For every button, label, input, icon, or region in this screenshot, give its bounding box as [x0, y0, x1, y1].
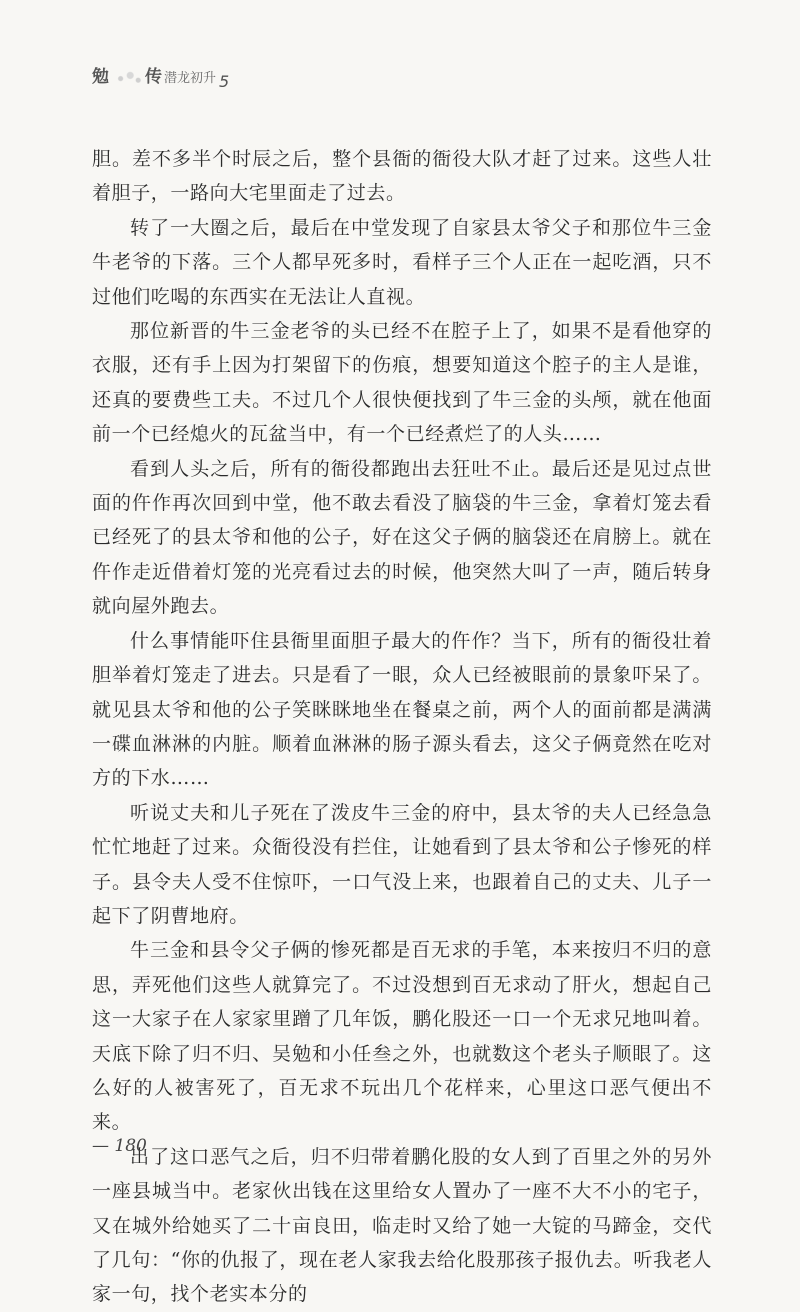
header-title-char-2: 传 — [145, 67, 162, 87]
header-subtitle: 潜龙初升 — [164, 71, 217, 86]
paragraph-2: 转了一大圈之后，最后在中堂发现了自家县太爷父子和那位牛三金牛老爷的下落。三个人都早死多时，看样子三个人正在一起吃酒，只不过他们吃喝的东西实在无法让人直视。 — [92, 216, 712, 308]
header-title-char-1: 勉 — [92, 67, 109, 87]
body-text — [92, 142, 712, 1312]
paragraph-7: 牛三金和县令父子俩的惨死都是百无求的手笔，本来按归不归的意思，弄死他们这些人就算完了。不过没想到百无求动了肝火，想起自己这一大家子在人家家里蹭了几年饭，鹏化股还一口一个无求兄地叫着。天底下除了归不归、吴勉和小任叁之外，也就数这个老头子顺眼了。这么好的人被害死了，百无求不玩出几个花样来，心里这口恶气便出不来。 — [92, 939, 712, 1134]
running-header — [92, 62, 230, 91]
paragraph-6: 听说丈夫和儿子死在了泼皮牛三金的府中，县太爷的夫人已经急急忙忙地赶了过来。众衙役没有拦住，让她看到了县太爷和公子惨死的样子。县令夫人受不住惊吓，一口气没上来，也跟着自己的丈夫、儿子一起下了阴曹地府。 — [92, 801, 712, 927]
header-volume: 5 — [219, 72, 230, 91]
paragraph-1: 胆。差不多半个时辰之后，整个县衙的衙役大队才赶了过来。这些人壮着胆子，一路向大宅里面走了过去。 — [92, 148, 712, 205]
header-ornament-icon — [111, 69, 143, 85]
paragraph-5: 什么事情能吓住县衙里面胆子最大的仵作？当下，所有的衙役壮着胆举着灯笼走了进去。只是看了一眼，众人已经被眼前的景象吓呆了。就见县太爷和他的公子笑眯眯地坐在餐桌之前，两个人的面前都是满满一碟血淋淋的内脏。顺着血淋淋的肠子源头看去，这父子俩竟然在吃对方的下水…… — [92, 629, 712, 790]
paragraph-3: 那位新晋的牛三金老爷的头已经不在腔子上了，如果不是看他穿的衣服，还有手上因为打架留下的伤痕，想要知道这个腔子的主人是谁，还真的要费些工夫。不过几个人很快便找到了牛三金的头颅，就在他面前一个已经熄火的瓦盆当中，有一个已经煮烂了的人头…… — [92, 320, 712, 446]
page-number: — 180 — [92, 1136, 147, 1156]
paragraph-4: 看到人头之后，所有的衙役都跑出去狂吐不止。最后还是见过点世面的仵作再次回到中堂，他不敢去看没了脑袋的牛三金，拿着灯笼去看已经死了的县太爷和他的公子，好在这父子俩的脑袋还在肩膀上。就在仵作走近借着灯笼的光亮看过去的时候，他突然大叫了一声，随后转身就向屋外跑去。 — [92, 457, 712, 618]
paragraph-8: 出了这口恶气之后，归不归带着鹏化股的女人到了百里之外的另外一座县城当中。老家伙出钱在这里给女人置办了一座不大不小的宅子，又在城外给她买了二十亩良田，临走时又给了她一大锭的马蹄金，交代了几句：“你的仇报了，现在老人家我去给化股那孩子报仇去。听我老人家一句，找个老实本分的 — [92, 1145, 712, 1306]
